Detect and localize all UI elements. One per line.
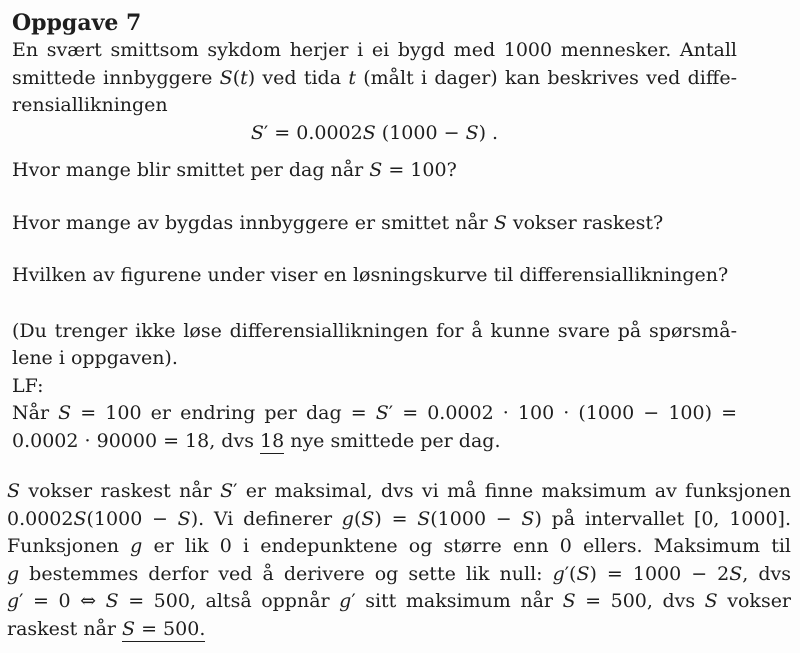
text-segment: ) på intervallet [0, 1000]. <box>534 507 792 530</box>
text-segment: vokser raskest når <box>20 480 221 502</box>
solution2-section <box>7 478 791 643</box>
text-segment: g <box>339 590 352 612</box>
intro-line-1 <box>12 37 737 65</box>
text-segment: S <box>369 159 383 181</box>
text-segment: ′ sitt maksimum når <box>351 590 563 612</box>
text-segment: (1000 − <box>430 507 522 530</box>
text-segment: S <box>220 480 234 502</box>
text-segment: lene i oppgaven). <box>12 347 178 369</box>
text-segment: En svært smittsom sykdom herjer i ei bygd med 1000 mennesker. Antall <box>12 39 737 61</box>
text-segment: LF: <box>12 374 44 397</box>
text-segment: vokser <box>717 590 792 612</box>
text-segment: , dvs <box>742 562 791 585</box>
text-segment: (Du trenger ikke løse differensiallikningen for å kunne svare på spørsmå- <box>12 319 737 342</box>
text-segment: ( <box>353 507 362 530</box>
text-segment: (1000 − <box>375 121 466 144</box>
text-segment: S <box>493 211 507 234</box>
differential-equation <box>12 120 737 148</box>
exercise-section <box>12 0 737 455</box>
text-segment: ′ = 0.0002 · 100 · (1000 − 100) = <box>388 402 738 424</box>
text-segment: = 100 er endring per dag = <box>71 402 376 424</box>
text-segment: ) ved tida <box>247 66 349 89</box>
text-segment: (målt i dager) kan beskrives ved diffe- <box>355 66 737 89</box>
text-segment: S <box>362 121 376 144</box>
text-segment: ′ = 0 ⇔ <box>19 590 106 612</box>
text-segment: S <box>177 507 191 530</box>
text-segment: vokser raskest? <box>506 211 664 234</box>
text-segment: smittede innbyggere <box>12 66 220 89</box>
text-segment: ). Vi definerer <box>190 507 342 530</box>
solution2-line-6 <box>7 616 791 644</box>
text-segment: S <box>729 562 743 585</box>
intro-line-2 <box>12 65 737 93</box>
solution2-line-4 <box>7 561 791 589</box>
text-segment: S <box>7 480 21 502</box>
question-3 <box>12 262 737 290</box>
text-segment: g <box>7 590 20 612</box>
text-segment: = 500, altså oppnår <box>118 590 340 612</box>
text-segment: = 500. <box>135 617 206 640</box>
solution2-line-2 <box>7 506 791 534</box>
text-segment: Når <box>12 402 59 424</box>
text-segment: S <box>361 507 375 530</box>
text-segment: t <box>348 66 356 89</box>
text-segment: = 500, dvs <box>575 590 705 612</box>
solution1-line-2 <box>12 428 737 456</box>
note-line-1 <box>12 318 737 346</box>
text-segment: g <box>130 535 143 557</box>
text-segment: S <box>417 507 431 530</box>
text-segment: nye smittede per dag. <box>284 429 501 452</box>
text-segment: bestemmes derfor ved å derivere og sette lik null: <box>19 562 553 585</box>
text-segment: ) = <box>374 507 418 530</box>
text-segment: Funksjonen <box>7 535 131 557</box>
text-segment: S <box>122 617 136 640</box>
text-segment: raskest når <box>7 617 123 640</box>
text-segment: S <box>704 590 718 612</box>
solution2-line-5 <box>7 588 791 616</box>
text-segment: (1000 − <box>86 507 178 530</box>
exercise-heading: Oppgave 7 <box>12 10 142 36</box>
text-segment: g <box>341 507 354 530</box>
question-2 <box>12 210 737 238</box>
text-segment: Hvor mange blir smittet per dag når <box>12 159 370 181</box>
text-segment: ′( <box>564 562 577 585</box>
text-segment: ′ = 0.0002 <box>263 121 363 144</box>
text-segment: S <box>58 402 72 424</box>
text-segment: ( <box>232 66 241 89</box>
solution2-line-3 <box>7 533 791 561</box>
text-segment: rensiallikningen <box>12 94 168 116</box>
question-1 <box>12 157 737 185</box>
text-segment: er lik 0 i endepunktene og større enn 0 ellers. Maksimum til <box>142 535 791 557</box>
text-segment: S <box>576 562 590 585</box>
text-segment: 0.0002 <box>7 507 74 530</box>
text-segment: 18 <box>259 429 285 452</box>
text-segment: S <box>73 507 87 530</box>
intro-line-3 <box>12 92 737 120</box>
text-segment: Hvor mange av bygdas innbyggere er smittet når <box>12 211 494 234</box>
text-segment: Hvilken av figurene under viser en løsningskurve til differensiallikningen? <box>12 264 729 286</box>
text-segment: 0.0002 · 90000 = 18, dvs <box>12 429 260 452</box>
text-segment: g <box>552 562 565 585</box>
text-segment: t <box>240 66 248 89</box>
text-segment: S <box>105 590 119 612</box>
lf-label <box>12 373 737 401</box>
text-segment: S <box>521 507 535 530</box>
text-segment: S <box>250 121 264 144</box>
text-segment: S <box>465 121 479 144</box>
text-segment: = 100? <box>382 159 457 181</box>
text-segment: g <box>7 562 20 585</box>
text-segment: S <box>375 402 389 424</box>
text-segment: ′ er maksimal, dvs vi må finne maksimum av funksjonen <box>233 480 792 502</box>
text-segment: ) = 1000 − 2 <box>589 562 730 585</box>
solution1-line-1 <box>12 400 737 428</box>
note-line-2 <box>12 345 737 373</box>
text-segment: ) . <box>478 121 499 144</box>
text-segment: S <box>562 590 576 612</box>
solution2-line-1 <box>7 478 791 506</box>
text-segment: S <box>219 66 233 89</box>
